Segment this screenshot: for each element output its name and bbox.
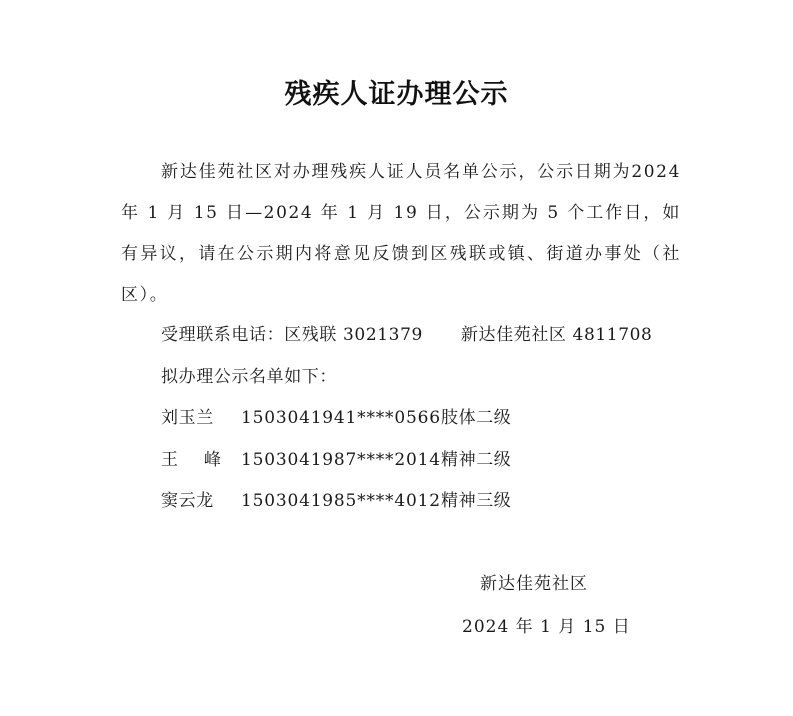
applicant-id-number: 1503041985****4012 <box>241 491 441 511</box>
applicant-name: 窦云龙 <box>161 491 214 511</box>
applicant-name: 刘玉兰 <box>161 408 214 428</box>
list-intro: 拟办理公示名单如下： <box>161 367 337 387</box>
contact-line <box>161 322 652 348</box>
disability-level: 精神三级 <box>441 491 512 511</box>
applicant-name: 王峰 <box>161 450 247 470</box>
signature-organization: 新达佳苑社区 <box>480 574 588 594</box>
disability-level: 精神二级 <box>441 450 512 470</box>
community-phone: 新达佳苑社区 4811708 <box>460 325 653 345</box>
applicant-row <box>161 447 511 473</box>
applicant-id-number: 1503041987****2014 <box>241 450 441 470</box>
page-title: 残疾人证办理公示 <box>284 79 509 110</box>
signature-date: 2024 年 1 月 15 日 <box>462 617 631 637</box>
applicant-row <box>161 405 511 431</box>
contact-phone-label: 受理联系电话：区残联 3021379 <box>161 325 423 345</box>
applicant-row <box>161 488 511 514</box>
disability-level: 肢体二级 <box>441 408 512 428</box>
applicant-id-number: 1503041941****0566 <box>241 408 441 428</box>
notice-body-paragraph: 新达佳苑社区对办理残疾人证人员名单公示，公示日期为2024 年 1 月 15 日—2024 年 1 月 19 日，公示期为 5 个工作日，如有异议，请在公示期内将意见反馈到区残联或镇、街道办事处（社区）。 <box>121 162 681 305</box>
